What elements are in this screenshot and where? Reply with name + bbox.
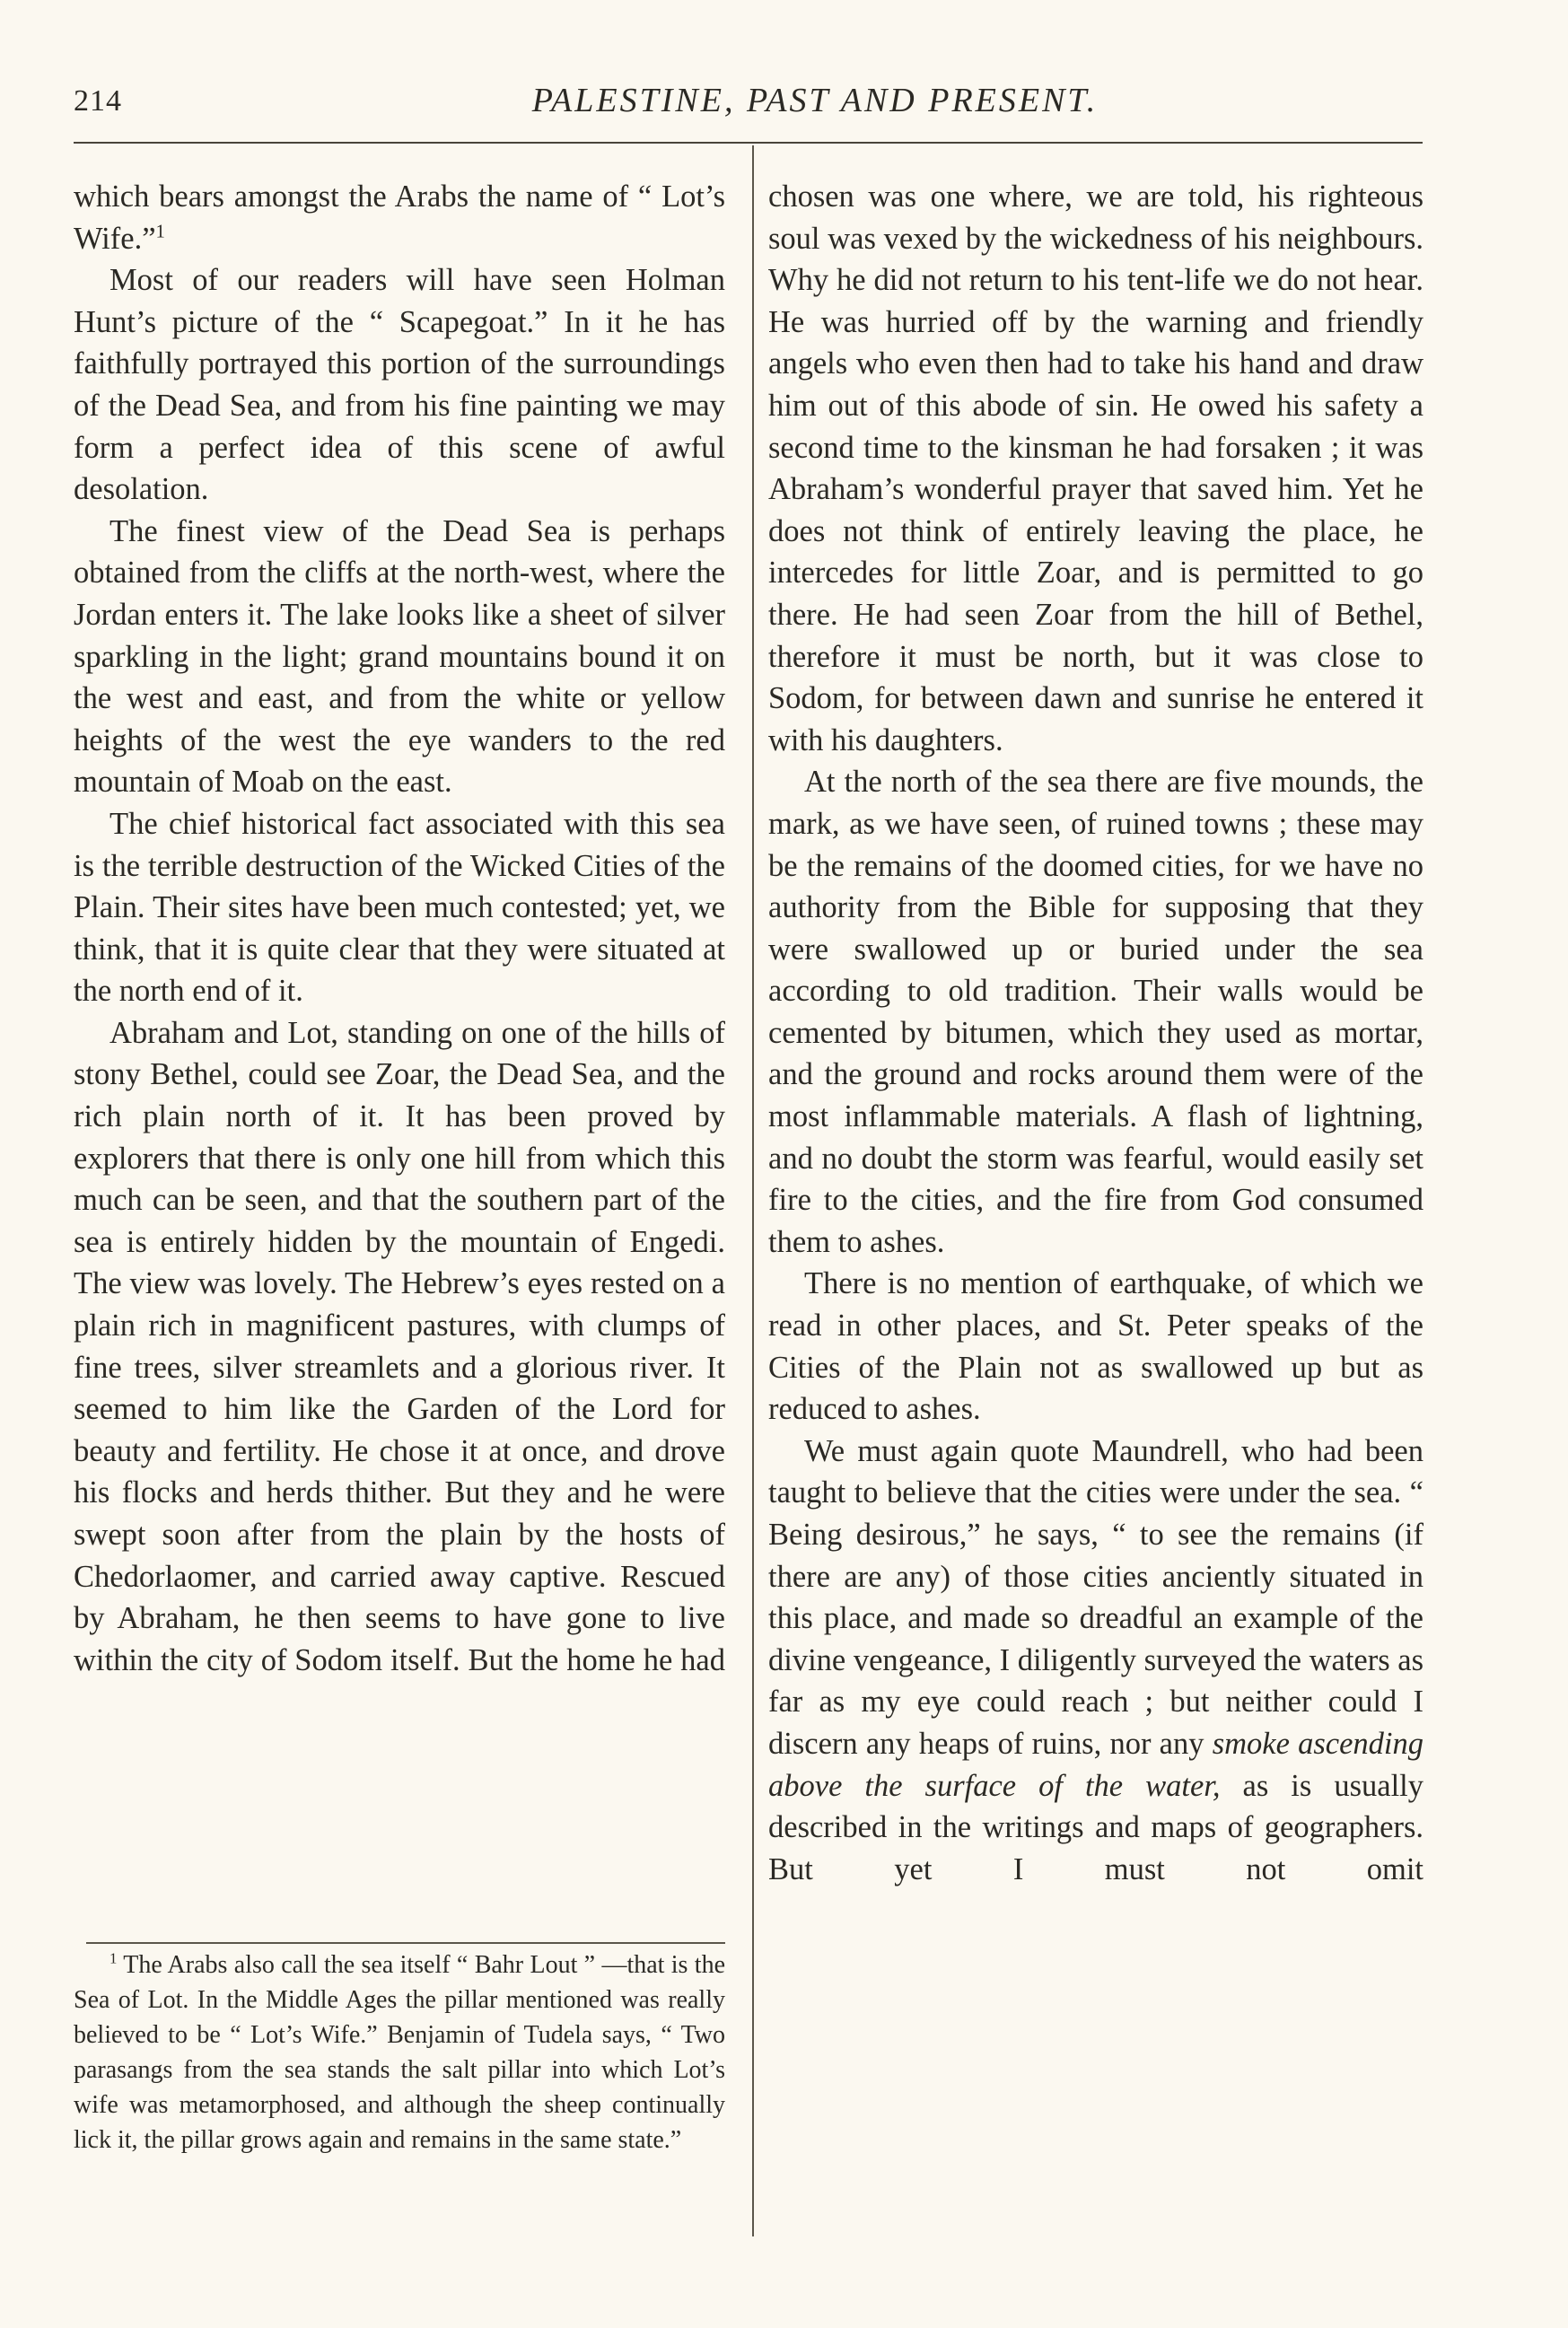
footnote-text: [74, 1947, 725, 2157]
column-divider: [752, 145, 754, 2236]
footnote-rule: [86, 1942, 725, 1944]
paragraph: There is no mention of earthquake, of which we read in other places, and St. Peter speaks of the Cities of the Plain not as swallowed up but as reduced to ashes.: [768, 1266, 1423, 1427]
paragraph: The finest view of the Dead Sea is perhaps obtained from the cliffs at the north-west, where the Jordan enters it. The lake looks like a sheet of silver sparkling in the light; grand mountains bound it on the west and east, and from the white or yellow heights of the west the eye wanders to the red mountain of Moab on the east.: [74, 513, 725, 800]
footnote: [74, 1947, 725, 2157]
header-rule: [74, 142, 1423, 144]
paragraph: Abraham and Lot, standing on one of the hills of stony Bethel, could see Zoar, the Dead Sea, and the rich plain north of it. It has been proved by explorers that there is only one hill from which this much can be seen, and that the southern part of the sea is entirely hidden by the mountain of Engedi. The view was lovely. The Hebrew’s eyes rested on a plain rich in magnificent pastures, with clumps of fine trees, silver streamlets and a glorious river. It seemed to him like the Garden of the Lord for beauty and fertility. He chose it at once, and drove his flocks and herds thither. But they and he were swept soon after from the plain by the hosts of Chedorlaomer, and carried away captive. Rescued by Abraham, he then seems to have gone to live within the city of Sodom itself. But the home he had: [74, 1015, 725, 1677]
left-column: [74, 176, 725, 1681]
paragraph: [768, 1431, 1423, 1891]
paragraph-text: as is usually described in the writings and maps of geographers. But yet I must not omit: [768, 1768, 1423, 1886]
paragraph-text: which bears amongst the Arabs the name of “ Lot’s Wife.”: [74, 179, 725, 256]
paragraph: The chief historical fact associated with this sea is the terrible destruction of the Wicked Cities of the Plain. Their sites have been much contested; yet, we think, that it is quite clear that they were situated at the north end of it.: [74, 806, 725, 1009]
footnote-reference: 1: [155, 222, 165, 242]
page-number: 214: [74, 84, 122, 118]
paragraph-text: We must again quote Maundrell, who had been taught to believe that the cities were under the sea. “ Being desirous,” he says, “ to see the remains (if there are any) of those cities anciently situated in this place, and made so dreadful an example of the divine vengeance, I diligently surveyed the waters as far as my eye could reach ; but neither could I discern any heaps of ruins, nor any: [768, 1433, 1423, 1761]
italic-quote: smoke ascending above the surface of the water,: [768, 1726, 1424, 1803]
paragraph: chosen was one where, we are told, his righteous soul was vexed by the wickedness of his neighbours. Why he did not return to his tent-life we do not hear. He was hurried off by the warning and friendly angels who even then had to take his hand and draw him out of this abode of sin. He owed his safety a second time to the kinsman he had forsaken ; it was Abraham’s wonderful prayer that saved him. Yet he does not think of entirely leaving the place, he intercedes for little Zoar, and is permitted to go there. He had seen Zoar from the hill of Bethel, therefore it must be north, but it was close to Sodom, for between dawn and sunrise he entered it with his daughters.: [768, 179, 1423, 757]
page-header: [74, 77, 1422, 131]
paragraph: Most of our readers will have seen Holman Hunt’s picture of the “ Scapegoat.” In it he has faithfully portrayed this portion of the surroundings of the Dead Sea, and from his fine painting we may form a perfect idea of this scene of awful desolation.: [74, 263, 725, 507]
right-column: [768, 176, 1423, 1890]
footnote-marker: 1: [109, 1949, 118, 1967]
running-title: PALESTINE, PAST AND PRESENT.: [531, 82, 1099, 119]
paragraph: At the north of the sea there are five mounds, the mark, as we have seen, of ruined towns ; these may be the remains of the doomed cities, for we have no authority from the Bible for supposing that they were swallowed up or buried under the sea according to old tradition. Their walls would be cemented by bitumen, which they used as mortar, and the ground and rocks around them were of the most inflammable materials. A flash of lightning, and no doubt the storm was fearful, would easily set fire to the cities, and the fire from God consumed them to ashes.: [768, 765, 1423, 1259]
footnote-body: The Arabs also call the sea itself “ Bahr Lout ” —that is the Sea of Lot. In the Middle Ages the pillar mentioned was really believed to be “ Lot’s Wife.” Benjamin of Tudela says, “ Two parasangs from the sea stands the salt pillar into which Lot’s wife was metamorphosed, and although the sheep continually lick it, the pillar grows again and remains in the same state.”: [74, 1951, 725, 2154]
paragraph: [74, 176, 725, 259]
